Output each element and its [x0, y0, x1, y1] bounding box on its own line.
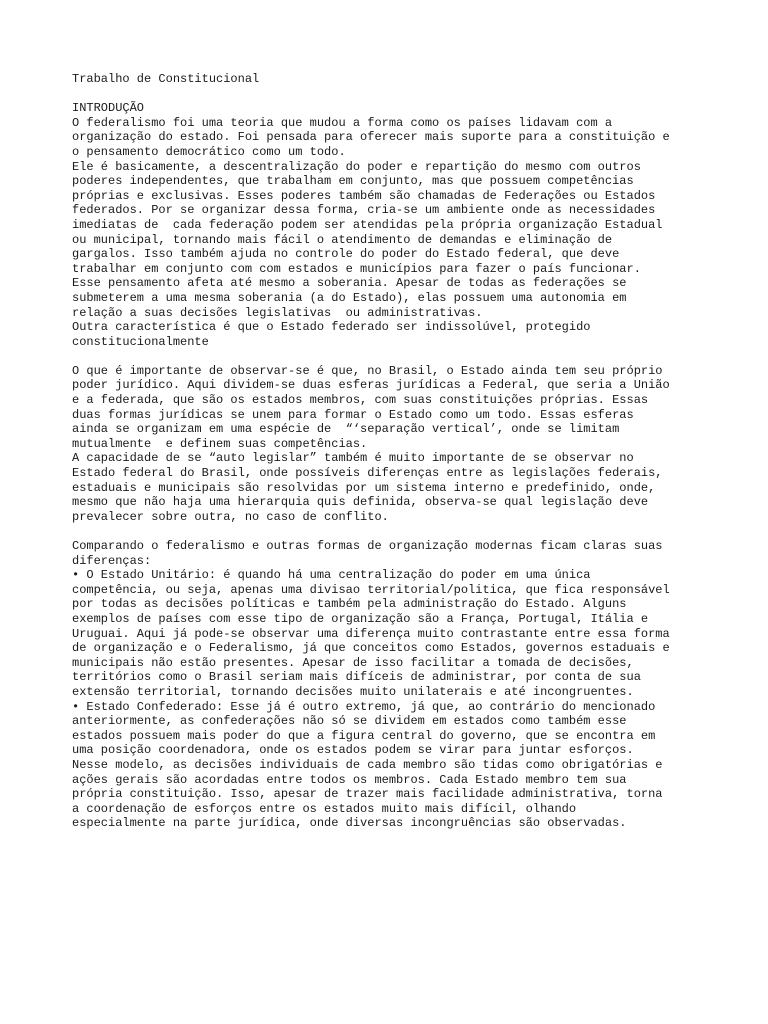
document-title: Trabalho de Constitucional: [72, 72, 260, 86]
blank-line: [72, 87, 712, 102]
bullet-item-unitary-state: • O Estado Unitário: é quando há uma centralização do poder em uma única competência, ou seja, apenas uma divisao territorial/politica, que fica responsável por todas as decisões políticas e também pela administração do Estado. Alguns exemplos de países com esse tipo de organização são a França, Portugal, Itália e Uruguai. Aqui já pode-se observar uma diferença muito contrastante entre essa forma de organização e o Federalismo, já que conceitos como Estados, governos estaduais e municipais não estão presentes. Apesar de isso facilitar a tomada de decisões, territórios como o Brasil seriam mais difíceis de administrar, por conta de sua extensão territorial, tornando decisões muito unilaterais e até incongruentes.: [72, 568, 670, 699]
blank-line: [72, 349, 712, 364]
paragraph: O que é importante de observar-se é que, no Brasil, o Estado ainda tem seu próprio poder jurídico. Aqui dividem-se duas esferas jurídicas a Federal, que seria a União e a federada, que são os estados membros, com suas constituições próprias. Essas duas formas jurídicas se unem para formar o Estado como um todo. Essas esferas ainda se organizam em uma espécie de “‘separação vertical’, onde se limitam mutualmente e definem suas competências.: [72, 363, 670, 451]
introduction-heading: INTRODUÇÃO: [72, 101, 145, 116]
paragraph: Outra característica é que o Estado federado ser indissolúvel, protegido constitucionalmente: [72, 320, 591, 349]
paragraph: Comparando o federalismo e outras formas de organização modernas ficam claras suas diferenças:: [72, 539, 663, 568]
paragraph: O federalismo foi uma teoria que mudou a forma como os países lidavam com a organização do estado. Foi pensada para oferecer mais suporte para a constituição e o pensamento democrático como um todo.: [72, 115, 670, 159]
paragraph: Ele é basicamente, a descentralização do poder e repartição do mesmo com outros poderes independentes, que trabalham em conjunto, mas que possuem competências próprias e exclusivas. Esses poderes também são chamadas de Federações ou Estados federados. Por se organizar dessa forma, cria-se um ambiente onde as necessidades imediatas de cada federação podem ser atendidas pela própria organização Estadual ou municipal, tornando mais fácil o atendimento de demandas e eliminação de gargalos. Isso também ajuda no controle do poder do Estado federal, que deve trabalhar em conjunto com com estados e municípios para fazer o país funcionar. Esse pensamento afeta até mesmo a soberania. Apesar de todas as federações se submeterem a uma mesma soberania (a do Estado), elas possuem uma autonomia em relação a suas decisões legislativas ou administrativas.: [72, 159, 663, 320]
paragraph: A capacidade de se “auto legislar” também é muito importante de se observar no Estado federal do Brasil, onde possíveis diferenças entre as legislações federais, estaduais e municipais são resolvidas por um sistema interno e predefinido, onde, mesmo que não haja uma hierarquia quis definida, observa-se qual legislação deve prevalecer sobre outra, no caso de conflito.: [72, 451, 663, 524]
document-page: [72, 72, 712, 831]
bullet-item-confederate-state: • Estado Confederado: Esse já é outro extremo, já que, ao contrário do mencionado anteriormente, as confederações não só se dividem em estados como também esse estados possuem mais poder do que a figura central do governo, que se encontra em uma posição coordenadora, onde os estados podem se virar para juntar esforços. Nesse modelo, as decisões individuais de cada membro são tidas como obrigatórias e ações gerais são acordadas entre todos os membros. Cada Estado membro tem sua própria constituição. Isso, apesar de trazer mais facilidade administrativa, torna a coordenação de esforços entre os estados muito mais difícil, olhando especialmente na parte jurídica, onde diversas incongruências são observadas.: [72, 699, 663, 831]
blank-line: [72, 524, 712, 539]
